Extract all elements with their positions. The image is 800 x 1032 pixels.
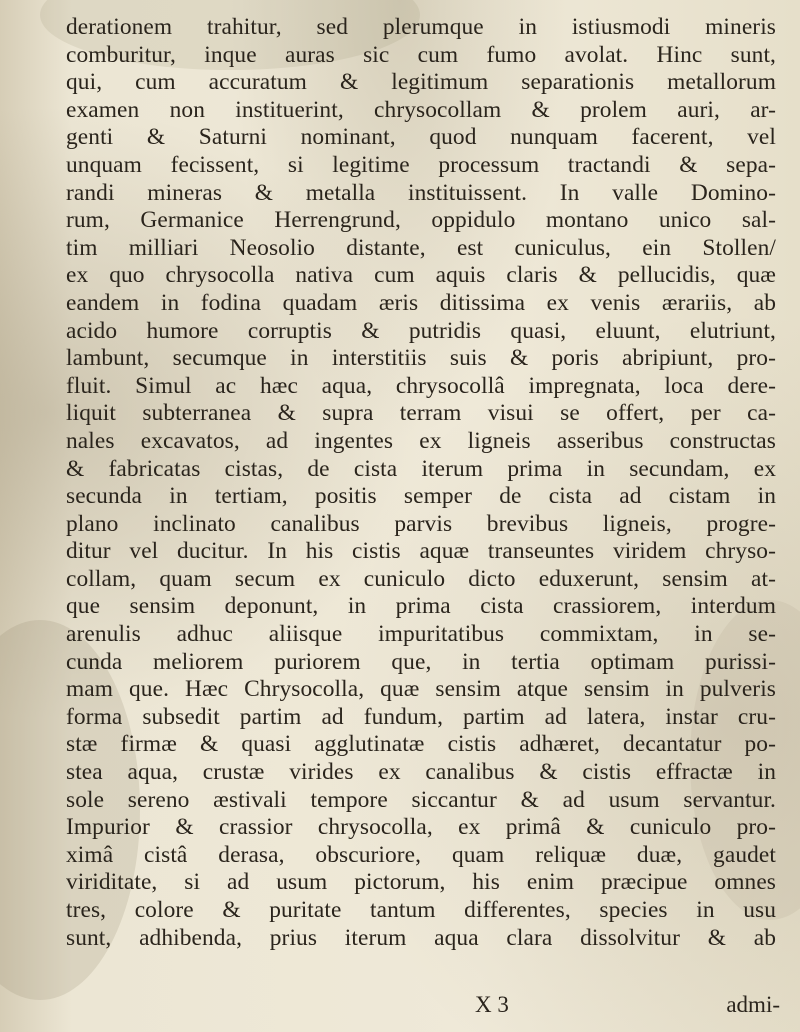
text-line: que sensim deponunt, in prima cista crassiorem, interdum [66, 593, 776, 620]
text-line: acido humore corruptis & putridis quasi, eluunt, elutriunt, [66, 317, 776, 344]
text-line: rum, Germanice Herrengrund, oppidulo montano unico sal- [66, 207, 776, 234]
text-line: ex quo chrysocolla nativa cum aquis claris & pellucidis, quæ [66, 262, 776, 289]
text-line: unquam fecissent, si legitime processum tractandi & sepa- [66, 151, 776, 178]
catchword: admi- [726, 992, 780, 1017]
text-line: & fabricatas cistas, de cista iterum prima in secundam, ex [66, 455, 776, 482]
text-line: comburitur, inque auras sic cum fumo avolat. Hinc sunt, [66, 41, 776, 68]
text-line: liquit subterranea & supra terram visui se offert, per ca- [66, 400, 776, 427]
text-line: viriditate, si ad usum pictorum, his enim præcipue omnes [66, 869, 776, 896]
body-text [66, 14, 776, 952]
text-line: ditur vel ducitur. In his cistis aquæ transeuntes viridem chryso- [66, 538, 776, 565]
text-line: sunt, adhibenda, prius iterum aqua clara dissolvitur & ab [66, 924, 776, 951]
text-line: tim milliari Neosolio distante, est cuniculus, ein Stollen/ [66, 234, 776, 261]
text-line: genti & Saturni nominant, quod nunquam facerent, vel [66, 124, 776, 151]
text-line: derationem trahitur, sed plerumque in istiusmodi mineris [66, 14, 776, 40]
text-line: sole sereno æstivali tempore siccantur & ad usum servantur. [66, 786, 776, 813]
text-line: forma subsedit partim ad fundum, partim ad latera, instar cru- [66, 703, 776, 730]
text-line: arenulis adhuc aliisque impuritatibus commixtam, in se- [66, 621, 776, 648]
text-line: qui, cum accuratum & legitimum separationis metallorum [66, 69, 776, 96]
text-line: stæ firmæ & quasi agglutinatæ cistis adhæret, decantatur po- [66, 731, 776, 758]
text-line: mam que. Hæc Chrysocolla, quæ sensim atque sensim in pulveris [66, 676, 776, 703]
text-line: plano inclinato canalibus parvis brevibus ligneis, progre- [66, 510, 776, 537]
page-footer [300, 992, 780, 1022]
text-line: nales excavatos, ad ingentes ex ligneis asseribus constructas [66, 427, 776, 454]
text-line: examen non instituerint, chrysocollam & prolem auri, ar- [66, 96, 776, 123]
text-line: randi mineras & metalla instituissent. In valle Domino- [66, 179, 776, 206]
text-line: ximâ cistâ derasa, obscuriore, quam reliquæ duæ, gaudet [66, 841, 776, 868]
text-line: secunda in tertiam, positis semper de cista ad cistam in [66, 483, 776, 510]
text-line: lambunt, secumque in interstitiis suis & poris abripiunt, pro- [66, 345, 776, 372]
signature-mark: X 3 [475, 992, 509, 1017]
text-line: cunda meliorem puriorem que, in tertia optimam purissi- [66, 648, 776, 675]
text-line: Impurior & crassior chrysocolla, ex primâ & cuniculo pro- [66, 814, 776, 841]
text-line: fluit. Simul ac hæc aqua, chrysocollâ impregnata, loca dere- [66, 372, 776, 399]
text-line: collam, quam secum ex cuniculo dicto eduxerunt, sensim at- [66, 565, 776, 592]
text-line: stea aqua, crustæ virides ex canalibus & cistis effractæ in [66, 759, 776, 786]
text-line: eandem in fodina quadam æris ditissima ex venis ærariis, ab [66, 289, 776, 316]
text-line: tres, colore & puritate tantum differentes, species in usu [66, 897, 776, 923]
